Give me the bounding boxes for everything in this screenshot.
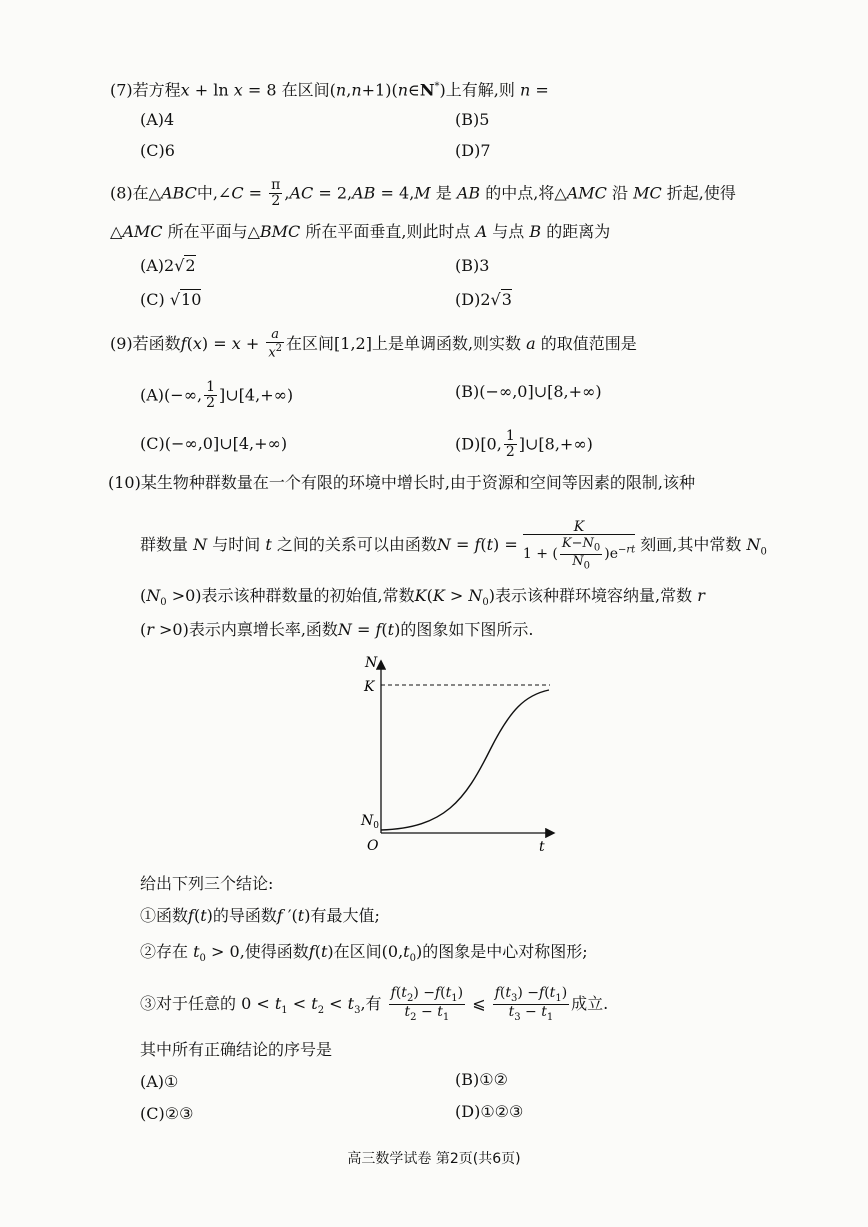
q8-option-d: (D)2√3 [455, 290, 512, 309]
q9-option-c: (C)(−∞,0]∪[4,+∞) [140, 434, 288, 453]
q9-stem: (9)若函数f(x) = x + $\frac{a}{x^2}$ 在区间[1,2]上是单调函数,则实数 a 的取值范围是 [110, 327, 637, 361]
q10-option-c: (C)②③ [140, 1104, 194, 1123]
page-footer: 高三数学试卷 第2页(共6页) [347, 1151, 521, 1167]
q7-stem: (7)若方程x + ln x = 8 在区间(n,n+1)(n∈N*)上有解,则 n = [110, 80, 549, 100]
q9-option-d: (D)[0, $\frac{1}{2}$ ]∪[8,+∞) [455, 428, 593, 461]
axis-label-n0: $N_0$ [361, 813, 379, 831]
q10-ask: 其中所有正确结论的序号是 [140, 1040, 333, 1059]
q10-line1: (10)某生物种群数量在一个有限的环境中增长时,由于资源和空间等因素的限制,该种 [108, 473, 696, 492]
q10-conclusion-1: ①函数f(t)的导函数f ′(t)有最大值; [140, 906, 380, 925]
q10-line4: (r >0)表示内禀增长率,函数N = f(t)的图象如下图所示. [140, 620, 534, 639]
q8-option-b: (B)3 [455, 256, 490, 275]
q9-option-a: (A)(−∞, $\frac{1}{2}$ ]∪[4,+∞) [140, 379, 294, 412]
q8-option-c: (C) √10 [140, 290, 202, 309]
origin-label: O [367, 838, 379, 854]
axis-label-t: t [539, 839, 545, 855]
q7-option-c: (C)6 [140, 141, 175, 160]
q10-intro: 给出下列三个结论: [140, 874, 274, 893]
logistic-curve [381, 690, 549, 830]
q10-option-a: (A)① [140, 1072, 179, 1091]
q10-option-b: (B)①② [455, 1070, 508, 1089]
q10-line3: $(N_0 >0)$表示该种群数量的初始值,常数$K(K > N_0)$表示该种群环境容纳量,常数 r [140, 586, 705, 609]
logistic-graph [355, 650, 565, 860]
q8-stem-line1: (8)在△ABC中,∠C = $\frac{\pi}{2}$ ,AC = 2,AB = 4,M 是 AB 的中点,将△AMC 沿 MC 折起,使得 [110, 177, 736, 210]
q10-option-d: (D)①②③ [455, 1102, 524, 1121]
axis-label-n: N [365, 655, 378, 671]
q10-line2: 群数量 N 与时间 t 之间的关系可以由函数N = f(t) = K 1 + ( $\frac{K-N_0}{N_0}$ )$e^{-rt}$ 刻画,其中常数 $N_0$ [140, 519, 767, 572]
q10-conclusion-2: ②存在 $t_0 > 0$,使得函数f(t)在区间$(0,t_0)$的图象是中心对称图形; [140, 942, 588, 965]
q7-option-d: (D)7 [455, 141, 491, 160]
q7-option-b: (B)5 [455, 110, 490, 129]
q8-stem-line2: △AMC 所在平面与△BMC 所在平面垂直,则此时点 A 与点 B 的距离为 [110, 222, 611, 241]
q10-conclusion-3: ③对于任意的 $0 < t_1 < t_2 < t_3$,有 $\frac{f(t_2) -f(t_1)}{t_2 - t_1}$ ⩽ $\frac{f(t_3) -f(t_1)}{t_3 - t_1}$ 成立. [140, 985, 609, 1023]
q7-option-a: (A)4 [140, 110, 175, 129]
axis-label-k: K [364, 679, 375, 695]
q9-option-b: (B)(−∞,0]∪[8,+∞) [455, 382, 602, 401]
q8-option-a: (A)2√2 [140, 256, 196, 275]
